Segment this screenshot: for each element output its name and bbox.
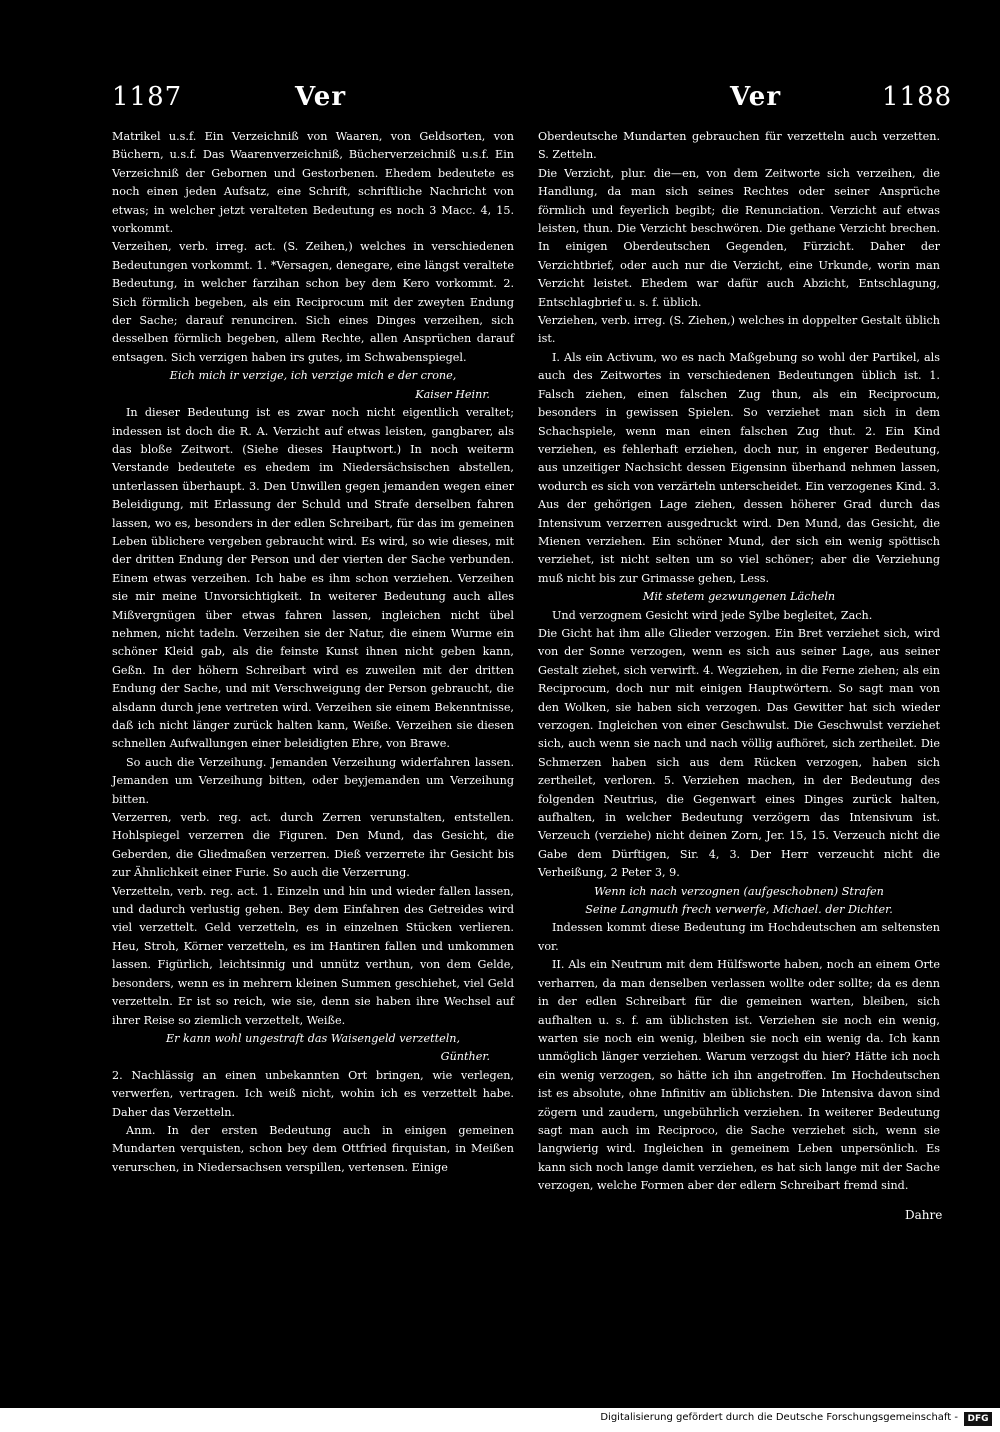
entry-paragraph: Anm. In der ersten Bedeutung auch in einigen gemeinen Mundarten verquisten, schon bey dem Ottfried firquistan, in Meißen verurschen, in Niedersachsen verspillen, vertensen. Einige xyxy=(112,1123,514,1174)
left-column xyxy=(112,128,514,1177)
entry-paragraph: Indessen kommt diese Bedeutung im Hochdeutschen am seltensten vor. xyxy=(538,921,940,953)
verse-quote: Eich mich ir verzige, ich verzige mich e der crone, xyxy=(169,369,457,383)
footer-bar xyxy=(0,1408,1000,1432)
funding-notice: Digitalisierung gefördert durch die Deutsche Forschungsgemeinschaft - xyxy=(600,1412,958,1423)
quote-source: Kaiser Heinr. xyxy=(415,387,490,401)
entry-paragraph: Die Verzicht, plur. die—en, von dem Zeitworte sich verzeihen, die Handlung, da man sich seines Rechtes oder seiner Ansprüche förmlich und feyerlich begibt; die Renunciation. Verzicht auf etwas leisten, thun. Die Verzicht beschwören. Die gethane Verzicht brechen. In einigen Oberdeutschen Gegenden, Fürzicht. Daher der Verzichtbrief, oder auch nur die Verzicht, eine Urkunde, worin man Verzicht leistet. Ehedem war dafür auch Abzicht, Entschlagung, Entschlagbrief u. s. f. üblich. xyxy=(538,166,940,309)
running-headword-right: Ver xyxy=(730,82,782,112)
verse-quote: Mit stetem gezwungenen Lächeln xyxy=(642,590,836,604)
verse-quote: Wenn ich nach verzognen (aufgeschobnen) Strafen xyxy=(594,884,884,898)
entry-paragraph: In dieser Bedeutung ist es zwar noch nicht eigentlich veraltet; indessen ist doch die R. A. Verzicht auf etwas leisten, gangbarer, als das bloße Zeitwort. (Siehe dieses Hauptwort.) In noch weiterm Verstande bedeutete es ehedem im Niedersächsischen abstellen, unterlassen überhaupt. 3. Den Unwillen gegen jemanden wegen einer Beleidigung, mit Erlassung der Schuld und Strafe derselben fahren lassen, wo es, besonders in der edlen Schreibart, für das im gemeinen Leben üblichere vergeben gebraucht wird. Es wird, so wie dieses, mit der dritten Endung der Person und der vierten der Sache verbunden. Einem etwas verzeihen. Ich habe es ihm schon verziehen. Verzeihen sie mir meine Unvorsichtigkeit. In weiterer Bedeutung auch alles Mißvergnügen über etwas fahren lassen, ingleichen nicht übel nehmen, nicht tadeln. Verzeihen sie der Natur, die einem Wurme ein schöner Kleid gab, als die feinste Kunst ihnen nicht geben kann, Geßn. In der höhern Schreibart wird es zuweilen mit der dritten Endung der Sache, und mit Verschweigung der Person gebraucht, die alsdann durch jene vertreten wird. Verzeihen sie einem Bekenntnisse, daß ich nicht länger zurück halten kann, Weiße. Verzeihen sie diesen schnellen Aufwallungen einer beleidigten Ehre, von Brawe. xyxy=(112,406,514,751)
entry-paragraph: Verzerren, verb. reg. act. durch Zerren verunstalten, entstellen. Hohlspiegel verzerren die Figuren. Den Mund, das Gesicht, die Geberden, die Gliedmaßen verzerren. Dieß verzerrete ihr Gesicht bis zur Ähnlichkeit einer Furie. So auch die Verzerrung. xyxy=(112,811,514,880)
entry-paragraph: Verzeihen, verb. irreg. act. (S. Zeihen,) welches in verschiedenen Bedeutungen vorkommt. 1. *Versagen, denegare, eine längst veraltete Bedeutung, in welcher farzihan schon bey dem Kero vorkommt. 2. Sich förmlich begeben, als ein Reciprocum mit der zweyten Endung der Sache; darauf renunciren. Sich eines Dinges verzeihen, sich desselben förmlich begeben, allem Rechte, allen Ansprüchen darauf entsagen. Sich verzigen haben irs gutes, im Schwabenspiegel. xyxy=(112,240,514,364)
entry-paragraph: Die Gicht hat ihm alle Glieder verzogen. Ein Bret verziehet sich, wird von der Sonne verzogen, wenn es sich aus seiner Lage, aus seiner Gestalt ziehet, sich verwirft. 4. Wegziehen, in die Ferne ziehen; als ein Reciprocum, doch nur mit einigen Hauptwörtern. So sagt man von den Wolken, sie haben sich verzogen. Das Gewitter hat sich wieder verzogen. Ingleichen von einer Geschwulst. Die Geschwulst verziehet sich, auch wenn sie nach und nach völlig aufhöret, sich zertheilet. Die Schmerzen haben sich aus dem Rücken verzogen, haben sich zertheilet, verloren. 5. Verziehen machen, in der Bedeutung des folgenden Neutrius, die Gegenwart eines Dinges zurück halten, aufhalten, in welcher Bedeutung verzögern das Intensivum ist. Verzeuch (verziehe) nicht deinen Zorn, Jer. 15, 15. Verzeuch nicht die Gabe dem Dürftigen, Sir. 4, 3. Der Herr verzeucht nicht die Verheißung, 2 Peter 3, 9. xyxy=(538,626,940,880)
entry-paragraph: So auch die Verzeihung. Jemanden Verzeihung widerfahren lassen. Jemanden um Verzeihung bitten, oder beyjemanden um Verzeihung bitten. xyxy=(112,755,514,806)
catchword: Dahre xyxy=(905,1208,943,1222)
entry-paragraph: I. Als ein Activum, wo es nach Maßgebung so wohl der Partikel, als auch des Zeitwortes in verschiedenen Bedeutungen üblich ist. 1. Falsch ziehen, einen falschen Zug thun, als ein Reciprocum, besonders in gewissen Spielen. So verziehet man sich in dem Schachspiele, wenn man einen falschen Zug thut. 2. Ein Kind verziehen, es fehlerhaft erziehen, doch nur, in engerer Bedeutung, aus unzeitiger Nachsicht dessen Eigensinn überhand nehmen lassen, wodurch es sich von verzärteln unterscheidet. Ein verzogenes Kind. 3. Aus der gehörigen Lage ziehen, dessen höherer Grad durch das Intensivum verzerren ausgedruckt wird. Den Mund, das Gesicht, die Mienen verziehen. Ein schöner Mund, der sich ein wenig spöttisch verziehet, ist nicht selten um so viel schöner; aber die Verziehung muß nicht bis zur Grimasse gehen, Less. xyxy=(538,350,940,585)
entry-paragraph: Matrikel u.s.f. Ein Verzeichniß von Waaren, von Geldsorten, von Büchern, u.s.f. Das Waarenverzeichniß, Bücherverzeichniß u.s.f. Ein Verzeichniß der Gebornen und Gestorbenen. Ehedem bedeutete es noch einen jeden Aufsatz, eine Schrift, schriftliche Nachricht von etwas; in welcher jetzt veralteten Bedeutung es noch 3 Macc. 4, 15. vorkommt. xyxy=(112,130,514,236)
entry-paragraph: Oberdeutsche Mundarten gebrauchen für verzetteln auch verzetten. S. Zetteln. xyxy=(538,130,940,162)
verse-quote: Er kann wohl ungestraft das Waisengeld verzetteln, xyxy=(165,1031,461,1045)
page-number-left: 1187 xyxy=(112,82,183,112)
running-headword-left: Ver xyxy=(295,82,347,112)
quote-source: Günther. xyxy=(440,1050,490,1064)
dfg-logo: DFG xyxy=(964,1412,992,1426)
verse-quote-continuation: Und verzognem Gesicht wird jede Sylbe begleitet, Zach. xyxy=(552,608,873,622)
entry-paragraph: 2. Nachlässig an einen unbekannten Ort bringen, wie verlegen, verwerfen, vertragen. Ich weiß nicht, wohin ich es verzettelt habe. Daher das Verzetteln. xyxy=(112,1068,514,1119)
verse-quote-continuation: Seine Langmuth frech verwerfe, Michael. der Dichter. xyxy=(585,903,893,917)
entry-paragraph: Verziehen, verb. irreg. (S. Ziehen,) welches in doppelter Gestalt üblich ist. xyxy=(538,314,940,346)
right-column xyxy=(538,128,940,1196)
page-number-right: 1188 xyxy=(882,82,953,112)
entry-paragraph: Verzetteln, verb. reg. act. 1. Einzeln und hin und wieder fallen lassen, und dadurch verlustig gehen. Bey dem Einfahren des Getreides wird viel verzettelt. Geld verzetteln, es in einzelnen Stücken verlieren. Heu, Stroh, Körner verzetteln, es im Hantiren fallen und umkommen lassen. Figürlich, leichtsinnig und unnütz verthun, von dem Gelde, besonders, wenn es in mehrern kleinen Summen geschiehet, viel Geld verzetteln. Er ist so reich, wie sie, denn sie haben ihre Wechsel auf ihrer Reise so ziemlich verzettelt, Weiße. xyxy=(112,884,514,1027)
entry-paragraph: II. Als ein Neutrum mit dem Hülfsworte haben, noch an einem Orte verharren, da man denselben verlassen wollte oder sollte; da es denn in der edlen Schreibart für die gemeinen warten, bleiben, sich aufhalten u. s. f. am üblichsten ist. Verziehen sie noch ein wenig, warten sie noch ein wenig, bleiben sie noch ein wenig da. Ich kann unmöglich länger verziehen. Warum verzogst du hier? Hätte ich noch ein wenig verzogen, so hätte ich ihn angetroffen. Im Hochdeutschen ist es absolute, ohne Infinitiv am üblichsten. Die Intensiva davon sind zögern und zaudern, ungebührlich verziehen. In weiterer Bedeutung sagt man auch im Reciproco, die Sache verziehet sich, wenn sie langwierig wird. Ingleichen in gemeinem Leben unpersönlich. Es kann sich noch lange damit verziehen, es hat sich lange mit der Sache verzogen, welche Formen aber der edlern Schreibart fremd sind. xyxy=(538,958,940,1193)
